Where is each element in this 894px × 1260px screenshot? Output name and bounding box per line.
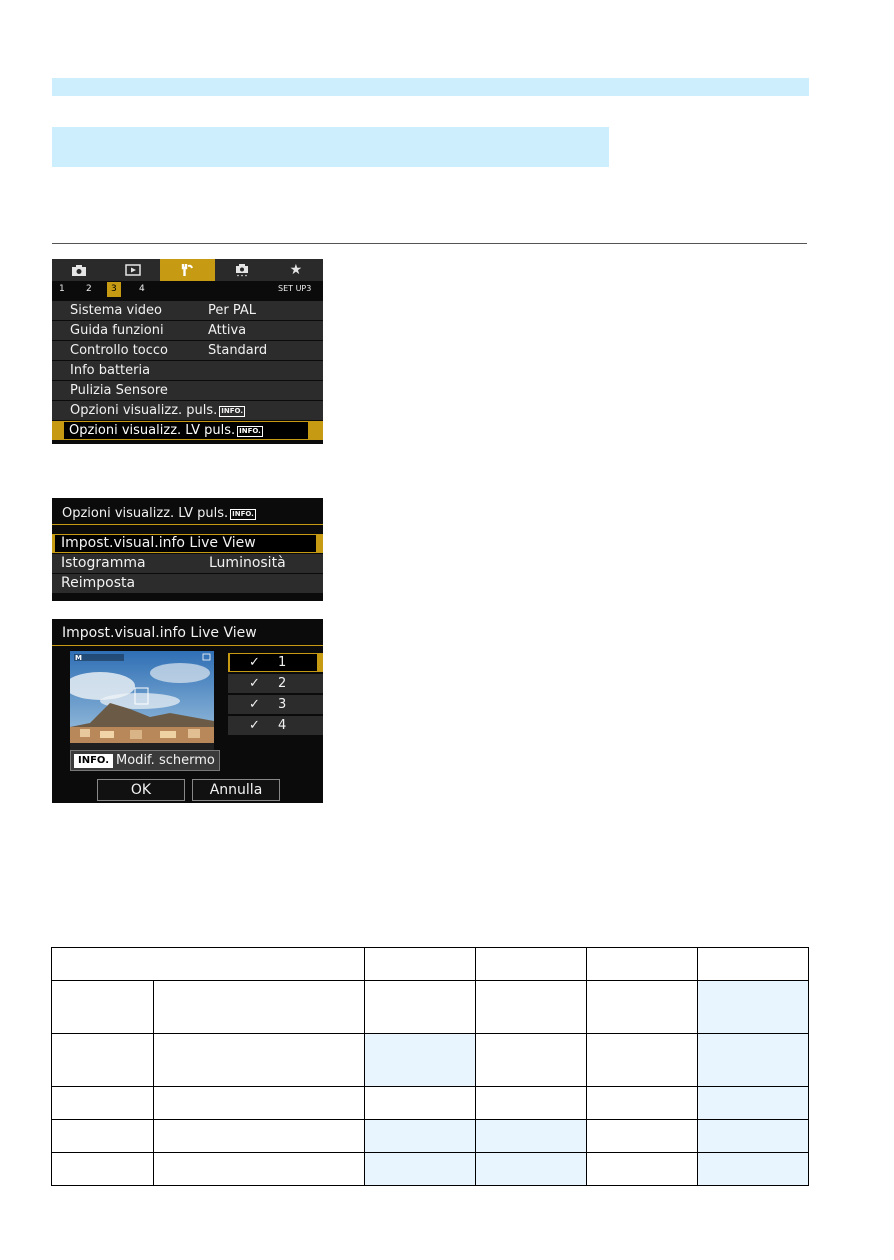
menu-item-lv-info-button-options[interactable] bbox=[52, 421, 323, 440]
screen-option-1[interactable] bbox=[228, 653, 323, 672]
menu-item-label: Sistema video bbox=[70, 303, 163, 318]
table-cell bbox=[476, 1120, 587, 1153]
table-row bbox=[52, 1153, 809, 1186]
checkmark-icon: ✓ bbox=[249, 697, 260, 712]
tab-shooting[interactable] bbox=[52, 259, 106, 281]
screen-option-label: 2 bbox=[278, 676, 287, 691]
menu-item-info-button-options[interactable] bbox=[52, 401, 323, 420]
table-cell bbox=[587, 948, 698, 981]
landscape-preview-image bbox=[70, 651, 214, 761]
title-separator bbox=[52, 524, 323, 525]
info-badge: INFO. bbox=[232, 510, 254, 518]
table-cell bbox=[154, 1153, 365, 1186]
menu-item-label: Reimposta bbox=[61, 575, 136, 591]
svg-text:M: M bbox=[75, 654, 82, 662]
section-band bbox=[52, 127, 609, 167]
table-cell bbox=[476, 1034, 587, 1087]
table-cell bbox=[52, 1120, 154, 1153]
subtab-4[interactable]: 4 bbox=[139, 284, 145, 294]
menu-item-lv-info-settings[interactable] bbox=[52, 534, 323, 553]
subtabs bbox=[52, 281, 323, 299]
menu-item-sensor-cleaning[interactable] bbox=[52, 381, 323, 400]
screen-title-text: Opzioni visualizz. LV puls. bbox=[62, 506, 229, 521]
menu-item-battery-info[interactable] bbox=[52, 361, 323, 380]
menu-item-label bbox=[70, 401, 245, 420]
table-cell bbox=[698, 948, 809, 981]
menu-item-value: Standard bbox=[208, 343, 268, 358]
table-row bbox=[52, 1120, 809, 1153]
table-cell bbox=[587, 1153, 698, 1186]
screen-option-4[interactable] bbox=[228, 716, 323, 735]
screen-option-label: 4 bbox=[278, 718, 287, 733]
screen-title bbox=[62, 506, 256, 521]
menu-item-histogram[interactable] bbox=[52, 554, 323, 573]
custom-icon bbox=[234, 263, 250, 277]
subtab-1[interactable]: 1 bbox=[59, 284, 65, 294]
table-cell bbox=[52, 981, 154, 1034]
menu-item-value: Attiva bbox=[208, 323, 247, 338]
header-band bbox=[52, 78, 809, 96]
screen-option-2[interactable] bbox=[228, 674, 323, 693]
screen-option-label: 1 bbox=[278, 655, 287, 670]
tab-playback[interactable] bbox=[106, 259, 160, 281]
menu-item-label bbox=[69, 421, 263, 440]
table-cell bbox=[154, 1120, 365, 1153]
table-cell bbox=[698, 1120, 809, 1153]
table-row bbox=[52, 981, 809, 1034]
edit-screen-button[interactable] bbox=[70, 750, 220, 771]
camera-icon bbox=[71, 264, 87, 276]
table-cell bbox=[365, 981, 476, 1034]
subtab-3[interactable]: 3 bbox=[107, 282, 121, 297]
table-row bbox=[52, 1087, 809, 1120]
menu-item-label: Controllo tocco bbox=[70, 343, 168, 358]
menu-screen-setup bbox=[52, 259, 323, 444]
menu-screen-lv-options bbox=[52, 498, 323, 601]
table-cell bbox=[365, 1153, 476, 1186]
table-cell bbox=[587, 981, 698, 1034]
info-tag: INFO. bbox=[74, 754, 113, 768]
info-badge: INFO. bbox=[239, 427, 261, 435]
menu-item-label: Impost.visual.info Live View bbox=[61, 535, 256, 551]
info-badge: INFO. bbox=[221, 407, 243, 415]
cancel-button[interactable]: Annulla bbox=[192, 779, 280, 801]
menu-item-touch-control[interactable] bbox=[52, 341, 323, 360]
table-cell bbox=[154, 1087, 365, 1120]
table-cell bbox=[365, 1087, 476, 1120]
table-cell bbox=[698, 1087, 809, 1120]
table-cell bbox=[365, 1120, 476, 1153]
table-cell bbox=[365, 948, 476, 981]
subtab-2[interactable]: 2 bbox=[86, 284, 92, 294]
tab-custom[interactable] bbox=[215, 259, 269, 281]
menu-item-video-system[interactable] bbox=[52, 301, 323, 320]
screen-option-label: 3 bbox=[278, 697, 287, 712]
section-label: SET UP3 bbox=[278, 284, 312, 293]
table-cell bbox=[52, 1034, 154, 1087]
table-cell bbox=[698, 1034, 809, 1087]
menu-item-label-text: Opzioni visualizz. puls. bbox=[70, 403, 218, 418]
tab-mymenu[interactable] bbox=[269, 259, 323, 281]
table-cell bbox=[587, 1120, 698, 1153]
menu-item-label-text: Opzioni visualizz. LV puls. bbox=[69, 423, 236, 438]
table-row bbox=[52, 1034, 809, 1087]
table-row bbox=[52, 948, 809, 981]
menu-item-reset[interactable] bbox=[52, 574, 323, 593]
selection-highlight bbox=[230, 654, 317, 671]
menu-item-value: Per PAL bbox=[208, 303, 256, 318]
table-cell bbox=[476, 981, 587, 1034]
table-cell bbox=[476, 1153, 587, 1186]
menu-screen-lv-info-settings bbox=[52, 619, 323, 803]
divider bbox=[52, 243, 807, 244]
screen-title: Impost.visual.info Live View bbox=[62, 625, 257, 641]
playback-icon bbox=[125, 264, 141, 276]
screen-checklist bbox=[228, 653, 323, 737]
checkmark-icon: ✓ bbox=[249, 718, 260, 733]
screen-info-table bbox=[51, 947, 809, 1186]
table-cell bbox=[587, 1087, 698, 1120]
table-cell bbox=[698, 1153, 809, 1186]
menu-item-label: Guida funzioni bbox=[70, 323, 164, 338]
star-icon: ★ bbox=[289, 262, 303, 278]
menu-item-label: Istogramma bbox=[61, 555, 146, 571]
table-cell bbox=[365, 1034, 476, 1087]
table-cell bbox=[587, 1034, 698, 1087]
table-cell bbox=[52, 948, 365, 981]
edit-screen-label: Modif. schermo bbox=[116, 753, 215, 768]
menu-item-label: Info batteria bbox=[70, 363, 151, 378]
table-cell bbox=[154, 981, 365, 1034]
table-cell bbox=[476, 1087, 587, 1120]
table-cell bbox=[52, 1087, 154, 1120]
screen-option-3[interactable] bbox=[228, 695, 323, 714]
table-cell bbox=[154, 1034, 365, 1087]
checkmark-icon: ✓ bbox=[249, 676, 260, 691]
tab-setup[interactable] bbox=[160, 259, 214, 281]
checkmark-icon: ✓ bbox=[249, 655, 260, 670]
menu-item-value: Luminosità bbox=[209, 555, 286, 571]
table-cell bbox=[698, 981, 809, 1034]
menu-item-feature-guide[interactable] bbox=[52, 321, 323, 340]
wrench-icon bbox=[180, 263, 194, 277]
menu-item-label: Pulizia Sensore bbox=[70, 383, 168, 398]
live-view-preview bbox=[70, 651, 214, 761]
ok-button[interactable]: OK bbox=[97, 779, 185, 801]
menu-tabs bbox=[52, 259, 323, 281]
title-separator bbox=[52, 645, 323, 646]
table-cell bbox=[52, 1153, 154, 1186]
table-cell bbox=[476, 948, 587, 981]
